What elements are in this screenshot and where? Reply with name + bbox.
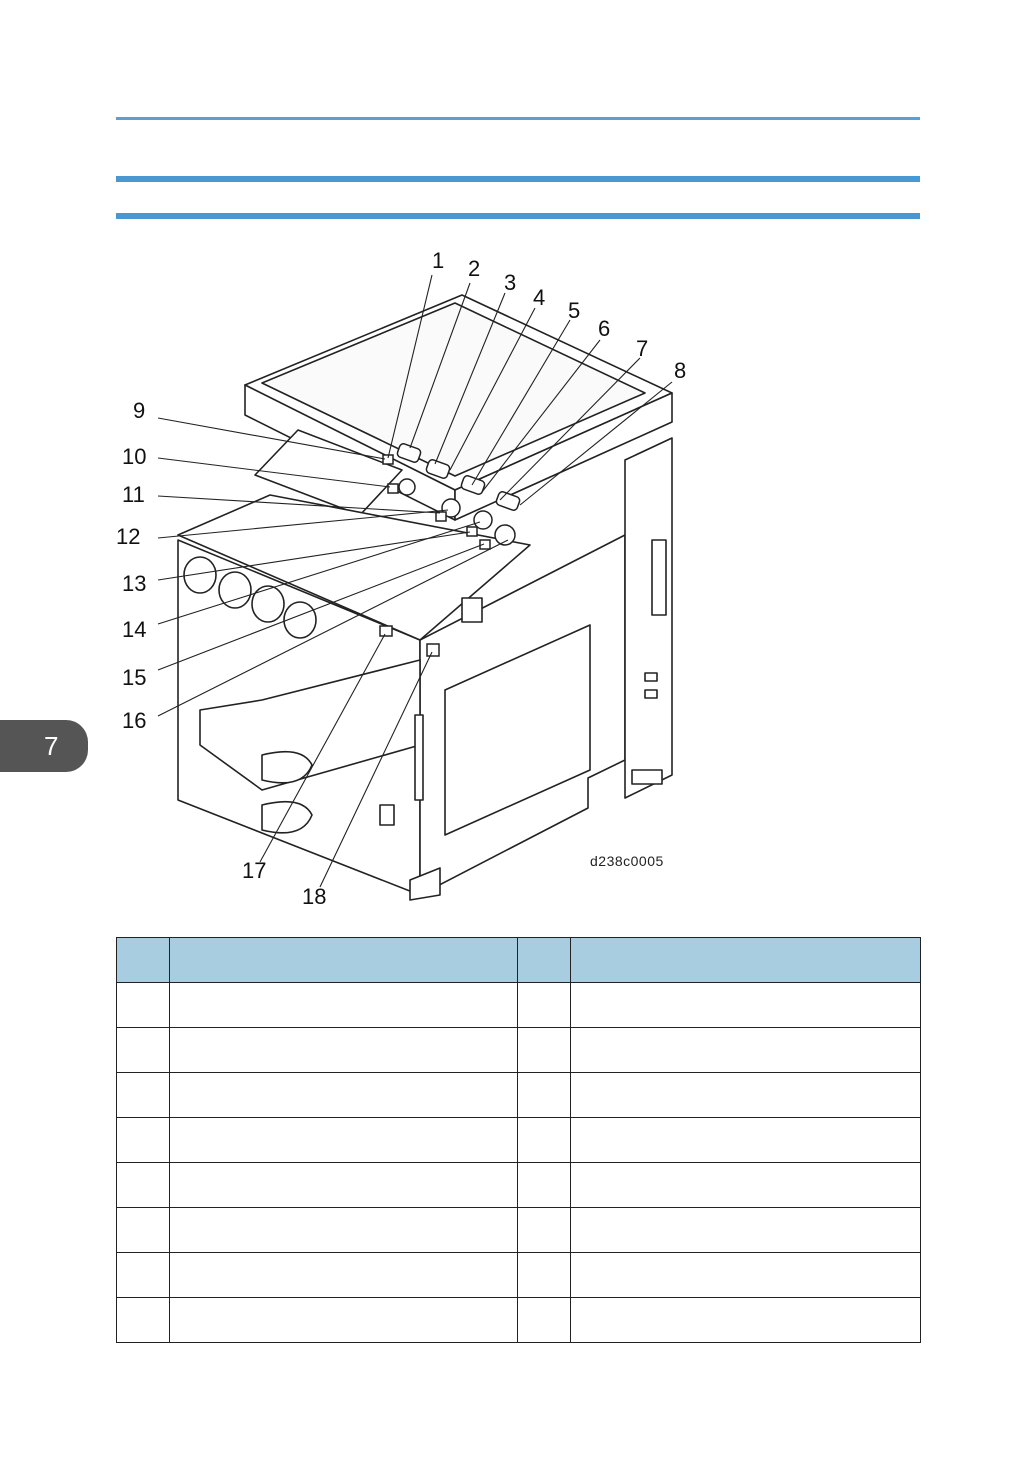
- header-no-right: [518, 938, 571, 983]
- table-cell: [518, 1028, 571, 1073]
- table-cell: [518, 1208, 571, 1253]
- section-rule-top: [116, 176, 920, 182]
- callout-10: 10: [122, 444, 147, 469]
- table-cell: [117, 1073, 170, 1118]
- table-cell: [169, 1163, 518, 1208]
- callout-1: 1: [432, 248, 445, 273]
- callout-6: 6: [598, 316, 611, 341]
- table-cell: [571, 1118, 921, 1163]
- parts-table: [116, 937, 921, 1343]
- table-row: [117, 1073, 921, 1118]
- table-cell: [117, 1028, 170, 1073]
- table-cell: [117, 1298, 170, 1343]
- table-cell: [117, 1118, 170, 1163]
- table-cell: [571, 1298, 921, 1343]
- table-cell: [571, 1253, 921, 1298]
- callout-8: 8: [674, 358, 687, 383]
- table-cell: [518, 1073, 571, 1118]
- header-description-right: [571, 938, 921, 983]
- callout-7: 7: [636, 336, 649, 361]
- callout-17: 17: [242, 858, 267, 883]
- table-row: [117, 1253, 921, 1298]
- parts-table-body: [117, 983, 921, 1343]
- table-cell: [518, 1253, 571, 1298]
- table-cell: [571, 1163, 921, 1208]
- callout-9: 9: [133, 398, 146, 423]
- table-row: [117, 1298, 921, 1343]
- callout-13: 13: [122, 571, 147, 596]
- callout-14: 14: [122, 617, 147, 642]
- table-cell: [169, 983, 518, 1028]
- callout-11: 11: [122, 482, 145, 507]
- section-rule-bottom: [116, 213, 920, 219]
- table-row: [117, 1118, 921, 1163]
- table-row: [117, 1028, 921, 1073]
- callout-15: 15: [122, 665, 147, 690]
- callout-4: 4: [533, 285, 546, 310]
- table-cell: [571, 1073, 921, 1118]
- table-cell: [169, 1208, 518, 1253]
- callout-3: 3: [504, 270, 517, 295]
- callout-2: 2: [468, 256, 481, 281]
- table-row: [117, 1163, 921, 1208]
- header-description-left: [169, 938, 518, 983]
- figure-code: d238c0005: [590, 853, 664, 869]
- callout-5: 5: [568, 298, 581, 323]
- table-cell: [571, 1208, 921, 1253]
- table-cell: [518, 1298, 571, 1343]
- table-cell: [169, 1073, 518, 1118]
- header-rule: [116, 117, 920, 120]
- table-cell: [518, 1118, 571, 1163]
- table-cell: [169, 1298, 518, 1343]
- header-no-left: [117, 938, 170, 983]
- table-cell: [518, 983, 571, 1028]
- callout-18: 18: [302, 884, 327, 909]
- table-cell: [117, 983, 170, 1028]
- table-cell: [117, 1253, 170, 1298]
- callout-12: 12: [116, 524, 141, 549]
- table-cell: [571, 1028, 921, 1073]
- table-cell: [169, 1253, 518, 1298]
- copier-motor-layout-diagram: [110, 240, 710, 920]
- table-cell: [169, 1028, 518, 1073]
- table-cell: [117, 1163, 170, 1208]
- chapter-tab: [0, 720, 88, 772]
- table-cell: [518, 1163, 571, 1208]
- table-cell: [117, 1208, 170, 1253]
- table-cell: [169, 1118, 518, 1163]
- callout-16: 16: [122, 708, 147, 733]
- table-row: [117, 1208, 921, 1253]
- table-cell: [571, 983, 921, 1028]
- chapter-number: 7: [44, 731, 59, 761]
- table-header-row: [117, 938, 921, 983]
- table-row: [117, 983, 921, 1028]
